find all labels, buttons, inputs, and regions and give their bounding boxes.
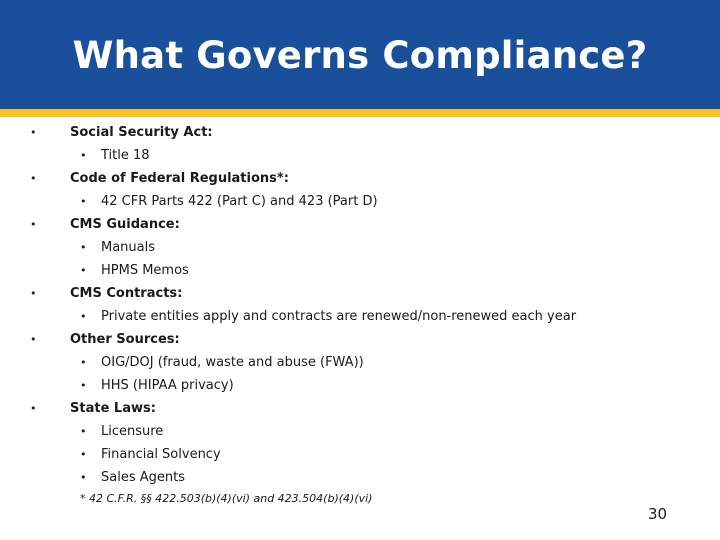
list-item: [80, 355, 364, 371]
section-heading: CMS Contracts:: [70, 286, 183, 301]
list-item: [80, 194, 378, 210]
page-number: 30: [648, 505, 668, 523]
section-heading: CMS Guidance:: [70, 217, 180, 232]
section-heading: Code of Federal Regulations*:: [70, 171, 289, 186]
outer-bullet: •: [30, 172, 37, 185]
sub-bullet: •: [80, 264, 87, 277]
sub-bullet: •: [80, 241, 87, 254]
sub-bullet: •: [80, 356, 87, 369]
outer-bullet: •: [30, 402, 37, 415]
list-item: [80, 309, 576, 325]
sub-bullet: •: [80, 149, 87, 162]
sub-bullet: •: [80, 448, 87, 461]
outer-bullet: •: [30, 218, 37, 231]
section-heading: State Laws:: [70, 401, 156, 416]
list-item: [80, 240, 155, 256]
sub-bullet: •: [80, 379, 87, 392]
outer-bullet: •: [30, 126, 37, 139]
list-item-text: Licensure: [101, 424, 164, 439]
list-item-text: HPMS Memos: [101, 263, 189, 278]
list-item-text: Manuals: [101, 240, 156, 255]
section-heading: Other Sources:: [70, 332, 180, 347]
sub-bullet: •: [80, 471, 87, 484]
list-item-text: 42 CFR Parts 422 (Part C) and 423 (Part D): [101, 194, 378, 209]
slide-title: What Governs Compliance?: [72, 34, 648, 77]
list-item-text: Private entities apply and contracts are renewed/non-renewed each year: [101, 309, 577, 324]
list-item: [80, 447, 221, 463]
list-item-text: Financial Solvency: [101, 447, 221, 462]
list-item-text: Sales Agents: [101, 470, 185, 485]
sub-bullet: •: [80, 425, 87, 438]
list-item-text: OIG/DOJ (fraud, waste and abuse (FWA)): [101, 355, 364, 370]
sub-bullet: •: [80, 310, 87, 323]
footnote: * 42 C.F.R. §§ 422.503(b)(4)(vi) and 423.504(b)(4)(vi): [80, 492, 373, 505]
section-heading: Social Security Act:: [70, 125, 213, 140]
list-item: [80, 263, 189, 279]
list-item: [80, 148, 150, 164]
outer-bullet: •: [30, 333, 37, 346]
list-item: [80, 424, 163, 440]
sub-bullet: •: [80, 195, 87, 208]
list-item: [80, 470, 185, 486]
title-underline: [0, 109, 720, 117]
list-item-text: HHS (HIPAA privacy): [101, 378, 234, 393]
outer-bullet: •: [30, 287, 37, 300]
list-item-text: Title 18: [101, 148, 150, 163]
list-item: [80, 378, 234, 394]
